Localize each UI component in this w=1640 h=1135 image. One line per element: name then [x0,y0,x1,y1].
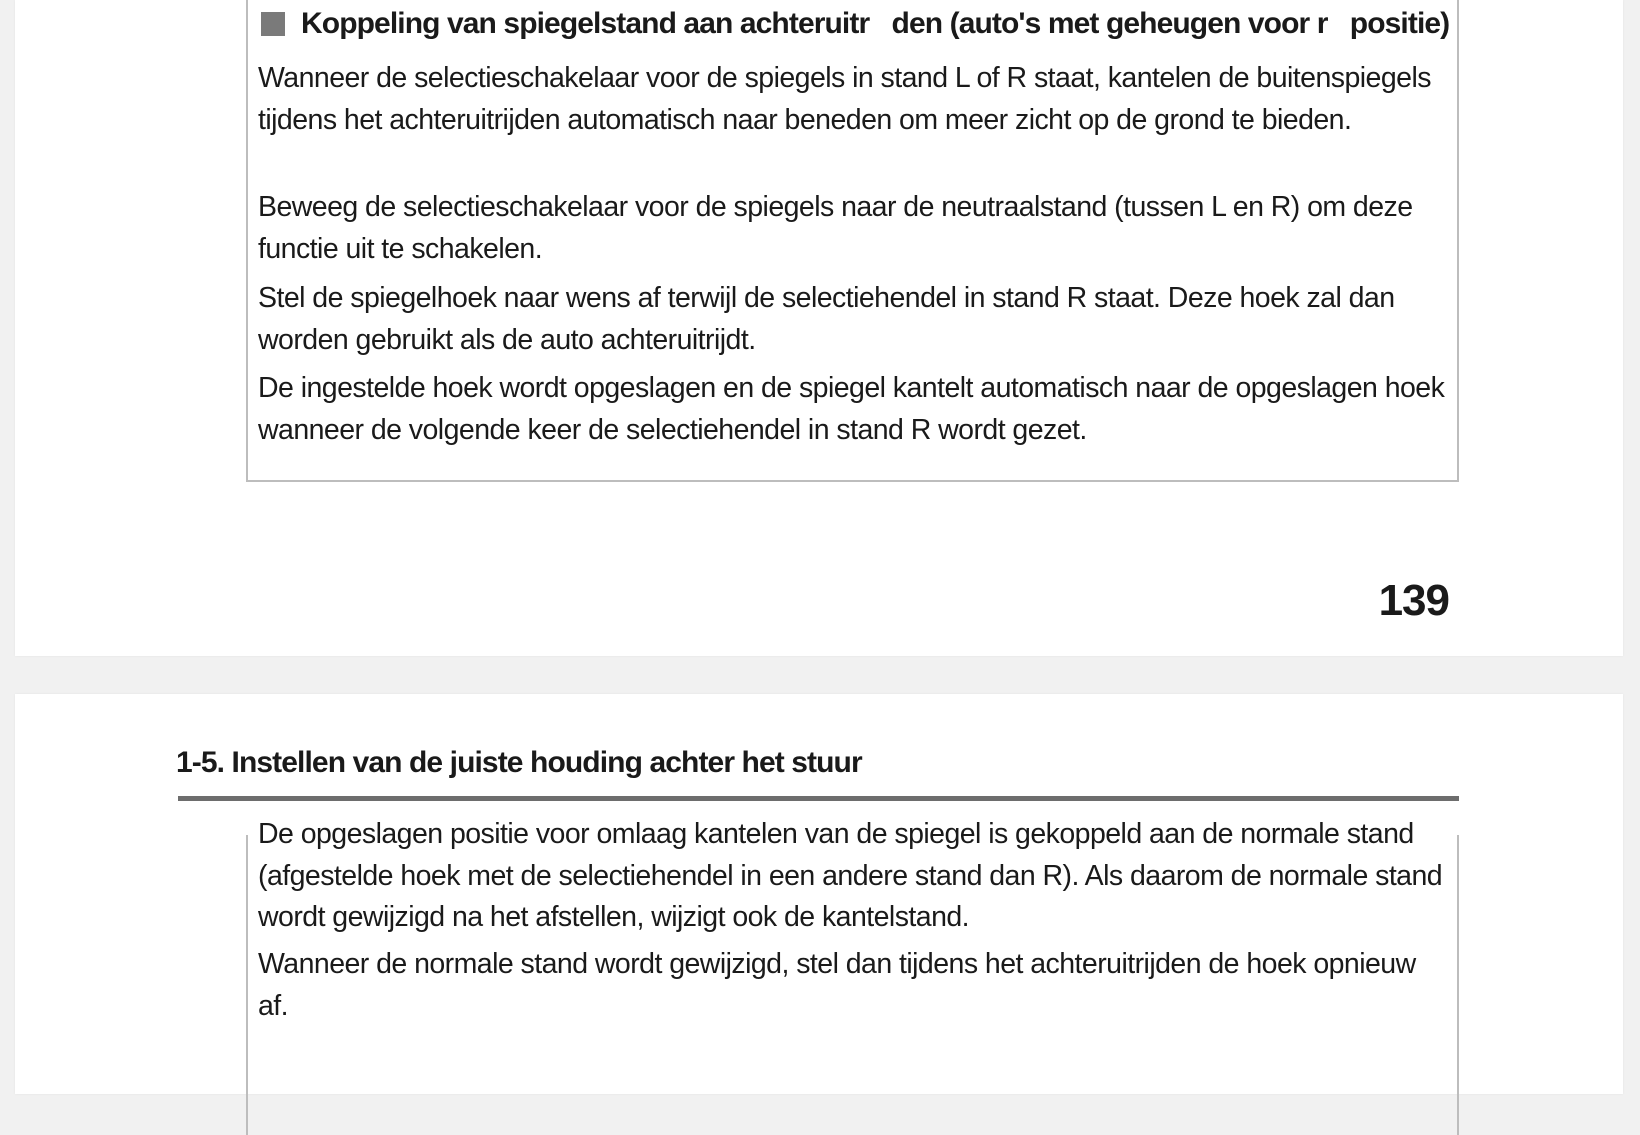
manual-page-139 [15,0,1623,656]
note-paragraph-1: De opgeslagen positie voor omlaag kantelen van de spiegel is gekoppeld aan de normale stand (afgestelde hoek met de selectiehendel in een andere stand dan R). Als daarom de normale stand wordt gewijzigd na het afstellen, wijzigt ook de kantelstand. [258,818,1443,933]
square-bullet-icon [261,12,285,36]
note-paragraph-3: Stel de spiegelhoek naar wens af terwijl de selectiehendel in stand R staat. Deze hoek zal dan worden gebruikt als de auto achteruitrijdt. [258,282,1395,356]
section-title: 1-5. Instellen van de juiste houding achter het stuur [176,746,862,779]
section-divider [178,796,1459,801]
page-number: 139 [1378,576,1449,625]
note-paragraph-2: Wanneer de normale stand wordt gewijzigd, stel dan tijdens het achteruitrijden de hoek opnieuw af. [258,948,1416,1022]
note-heading-text: Koppeling van spiegelstand aan achteruitr den (auto's met geheugen voor r positie) [301,7,1450,40]
note-heading [261,7,1449,41]
manual-page-next [15,694,1623,1094]
note-paragraph-1: Wanneer de selectieschakelaar voor de spiegels in stand L of R staat, kantelen de buitenspiegels tijdens het achteruitrijden automatisch naar beneden om meer zicht op de grond te bieden. [258,62,1431,136]
note-paragraph-2: Beweeg de selectieschakelaar voor de spiegels naar de neutraalstand (tussen L en R) om deze functie uit te schakelen. [258,191,1413,265]
note-paragraph-4: De ingestelde hoek wordt opgeslagen en de spiegel kantelt automatisch naar de opgeslagen hoek wanneer de volgende keer de selectiehendel in stand R wordt gezet. [258,372,1445,446]
